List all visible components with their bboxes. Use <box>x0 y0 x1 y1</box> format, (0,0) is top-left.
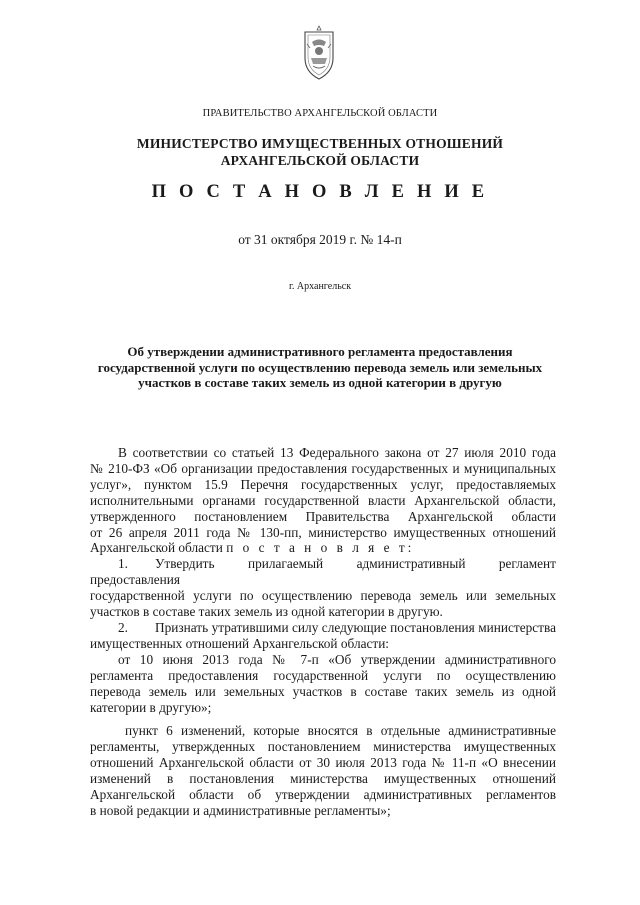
body-line: категории в другую»; <box>90 699 212 715</box>
ministry-line: МИНИСТЕРСТВО ИМУЩЕСТВЕННЫХ ОТНОШЕНИЙ <box>136 136 504 151</box>
document-title <box>0 344 640 391</box>
body-line: от 10 июня 2013 года № 7-п «Об утверждении административного <box>118 651 556 667</box>
coat-of-arms-icon <box>299 24 339 82</box>
body-line: изменений в постановления министерства имущественных отношений <box>90 771 556 787</box>
body-line: 2. Признать утратившими силу следующие постановления министерства <box>118 619 556 635</box>
document-type: П О С Т А Н О В Л Е Н И Е <box>151 182 489 202</box>
body-line: № 210-ФЗ «Об организации предоставления государственных и муниципальных <box>90 460 556 476</box>
body-line: перевода земель или земельных участков в составе таких земель из одной <box>90 683 556 699</box>
preamble-last: Архангельской области <box>90 540 223 556</box>
body-line: в новой редакции и административные регламенты»; <box>90 802 391 818</box>
title-line: участков в составе таких земель из одной категории в другую <box>138 375 502 390</box>
body-line: регламента предоставления государственной услуги по осуществлению <box>90 667 556 683</box>
item-number: 1. <box>118 556 128 572</box>
body-line: 1. Утвердить прилагаемый административный регламент предоставления <box>90 556 556 588</box>
body-line: В соответствии со статьей 13 Федерального закона от 27 июля 2010 года <box>118 445 556 460</box>
body-line: участков в составе таких земель из одной категории в другую. <box>90 604 443 620</box>
body-line: утвержденного постановлением Правительства Архангельской области <box>90 508 556 524</box>
body-line: пункт 6 изменений, которые вносятся в отдельные административные <box>125 723 556 739</box>
body-line <box>90 540 556 556</box>
item-1 <box>90 556 556 620</box>
ministry-name <box>0 135 640 169</box>
body-line: Архангельской области об утверждении административных регламентов <box>90 787 556 803</box>
item-2 <box>90 620 556 652</box>
preamble <box>90 445 556 556</box>
body-line: регламенты, утвержденных постановлением министерства имущественных <box>90 739 556 755</box>
ministry-line: АРХАНГЕЛЬСКОЙ ОБЛАСТИ <box>220 153 420 168</box>
body-line: исполнительными органами государственной власти Архангельской области, <box>90 492 556 508</box>
title-line: Об утверждении административного регламента предоставления <box>127 344 513 359</box>
body-line: имущественных отношений Архангельской области: <box>90 635 390 651</box>
body-line: от 26 апреля 2011 года № 130-пп, министерство имущественных отношений <box>90 524 556 540</box>
title-line: государственной услуги по осуществлению перевода земель или земельных <box>97 359 543 375</box>
body-line: государственной услуги по осуществлению перевода земель или земельных <box>90 588 556 604</box>
item-number: 2. <box>118 619 128 635</box>
sub-item-2 <box>90 723 556 818</box>
document-body <box>90 445 556 819</box>
date-and-number: от 31 октября 2019 г. № 14-п <box>238 232 402 247</box>
decrees-word: п о с т а н о в л я е т: <box>226 540 415 556</box>
city: г. Архангельск <box>288 281 352 292</box>
sub-item-1 <box>90 652 556 716</box>
body-line: услуг», пунктом 15.9 Перечня государственных услуг, предоставляемых <box>90 476 556 492</box>
body-line: отношений Архангельской области от 30 июля 2013 года № 11-п «О внесении <box>90 755 556 771</box>
government-name: ПРАВИТЕЛЬСТВО АРХАНГЕЛЬСКОЙ ОБЛАСТИ <box>202 108 438 119</box>
